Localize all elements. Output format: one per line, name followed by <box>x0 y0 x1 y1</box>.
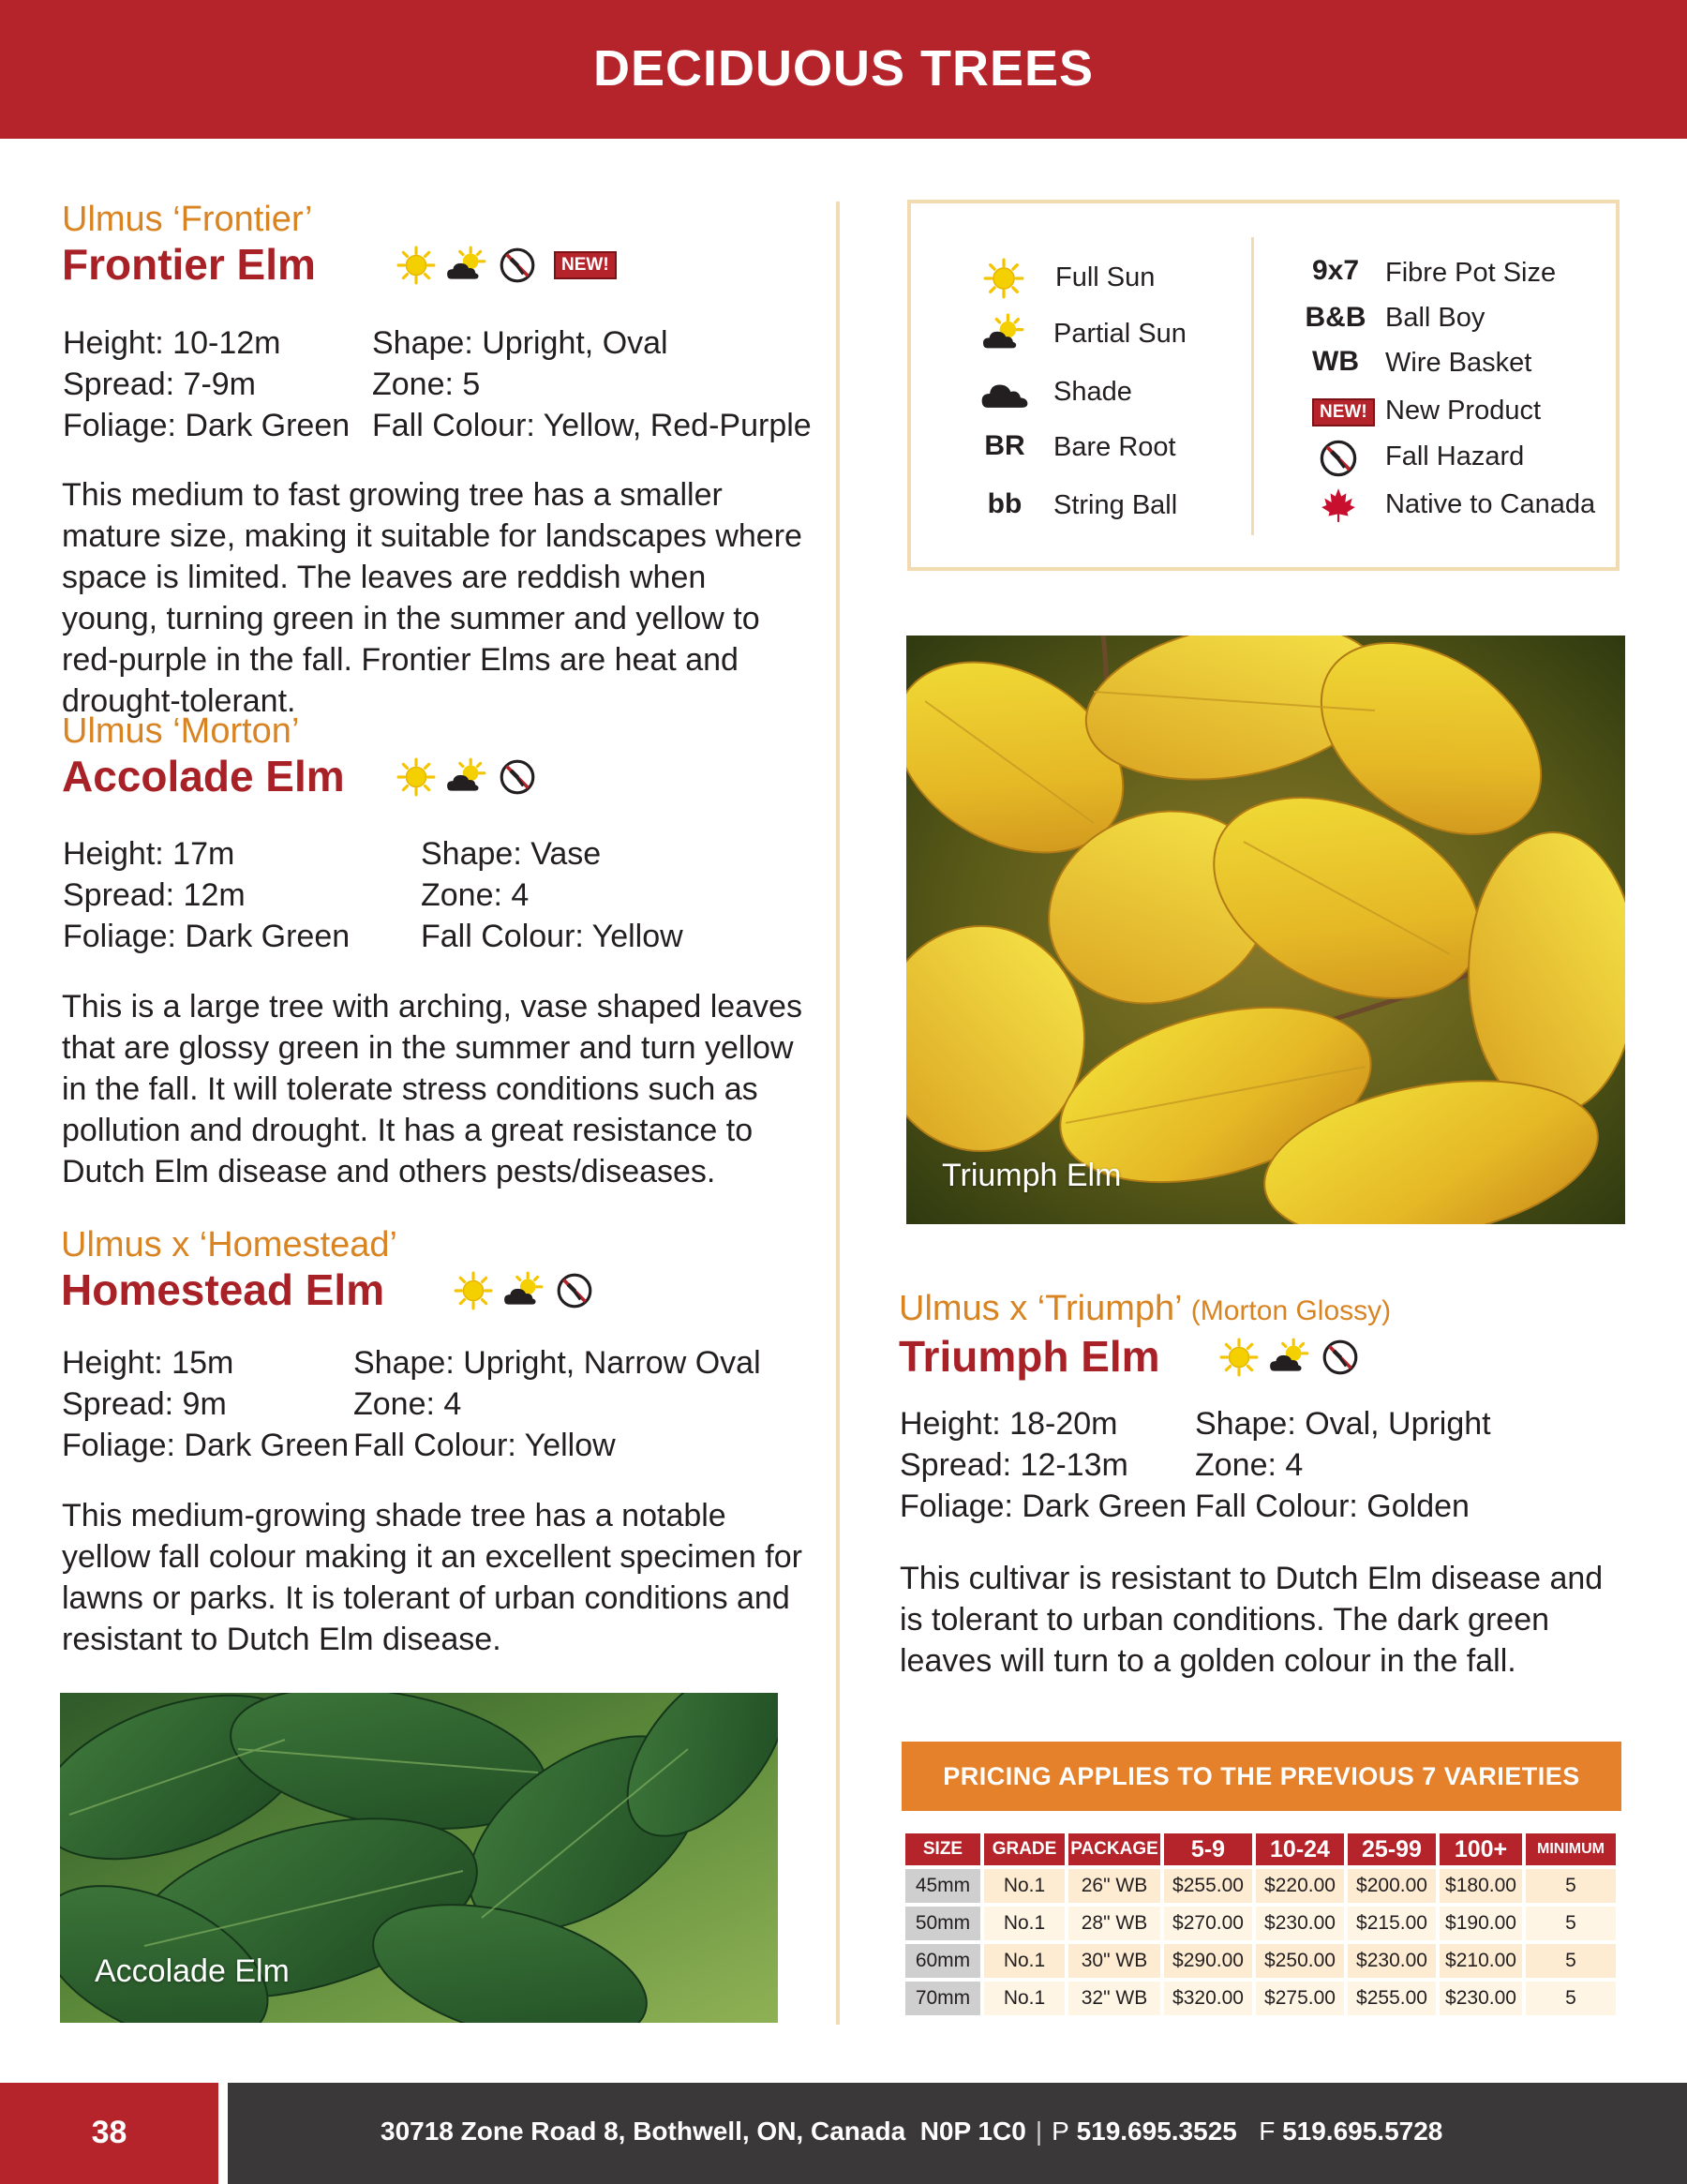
col-header-minimum: MINIMUM <box>1526 1833 1616 1865</box>
icon-row <box>454 1271 594 1310</box>
specs-right <box>353 1342 761 1466</box>
specs-right <box>421 833 683 957</box>
partial-sun-icon <box>445 757 488 797</box>
fall-hazard-icon <box>1321 1338 1360 1377</box>
specs-left <box>62 1342 349 1466</box>
spread-spec: Spread: 12m <box>63 877 246 913</box>
price-cell: $230.00 <box>1440 1982 1522 2015</box>
spread-spec: Spread: 9m <box>62 1386 227 1422</box>
pricing-row <box>905 1982 1616 2015</box>
tree-description: This cultivar is resistant to Dutch Elm disease and is tolerant to urban conditions. The dark green leaves will turn to a golden colour in the fall. <box>900 1561 1604 1679</box>
price-cell: $190.00 <box>1440 1907 1522 1940</box>
pricing-banner: PRICING APPLIES TO THE PREVIOUS 7 VARIETIES <box>902 1742 1621 1811</box>
grade-cell: No.1 <box>984 1982 1065 2015</box>
triumph-elm-photo <box>906 636 1625 1224</box>
fall-colour-spec: Fall Colour: Yellow <box>353 1428 616 1463</box>
minimum-cell: 5 <box>1526 1982 1616 2015</box>
tree-entry-accolade <box>62 711 793 802</box>
grade-cell: No.1 <box>984 1907 1065 1940</box>
column-divider <box>836 202 840 2025</box>
fall-hazard-icon <box>498 757 537 797</box>
fax-number: 519.695.5728 <box>1282 2117 1443 2146</box>
accolade-elm-photo <box>60 1693 778 2023</box>
new-badge: NEW! <box>554 251 617 279</box>
full-sun-icon <box>983 258 1024 299</box>
new-badge: NEW! <box>1312 398 1375 426</box>
legend-label: Fall Hazard <box>1385 441 1525 471</box>
pricing-header-row <box>905 1833 1616 1865</box>
price-cell: $180.00 <box>1440 1869 1522 1903</box>
specs-right <box>372 322 812 446</box>
minimum-cell: 5 <box>1526 1907 1616 1940</box>
legend-code: B&B <box>1305 302 1366 333</box>
page-number: 38 <box>91 2115 127 2150</box>
col-header-qty-100-plus: 100+ <box>1440 1833 1522 1865</box>
fall-hazard-icon <box>498 246 537 285</box>
price-cell: $210.00 <box>1440 1944 1522 1978</box>
fax-label: F <box>1259 2117 1276 2146</box>
grade-cell: No.1 <box>984 1869 1065 1903</box>
fall-hazard-icon <box>555 1271 594 1310</box>
shape-spec: Shape: Vase <box>421 836 602 872</box>
shape-spec: Shape: Upright, Oval <box>372 325 668 361</box>
specs-left <box>900 1403 1187 1527</box>
foliage-spec: Foliage: Dark Green <box>63 408 351 443</box>
height-spec: Height: 17m <box>63 836 235 872</box>
shade-icon <box>980 376 1029 410</box>
price-cell: $255.00 <box>1348 1982 1436 2015</box>
pricing-row <box>905 1944 1616 1978</box>
common-name: Homestead Elm <box>61 1265 385 1314</box>
price-cell: $220.00 <box>1256 1869 1344 1903</box>
pricing-row <box>905 1907 1616 1940</box>
icon-row <box>396 757 537 797</box>
price-cell: $230.00 <box>1256 1907 1344 1940</box>
page-title: DECIDUOUS TREES <box>592 40 1095 97</box>
legend-label: Wire Basket <box>1385 348 1532 378</box>
size-cell: 45mm <box>905 1869 980 1903</box>
pricing-table <box>902 1830 1620 2019</box>
footer-separator: | <box>1035 2117 1043 2146</box>
latin-name: Ulmus ‘Frontier’ <box>62 200 313 239</box>
price-cell: $290.00 <box>1164 1944 1252 1978</box>
specs-right <box>1195 1403 1491 1527</box>
size-cell: 50mm <box>905 1907 980 1940</box>
size-cell: 70mm <box>905 1982 980 2015</box>
yellow-leaves-image <box>906 636 1625 1224</box>
tree-description: This is a large tree with arching, vase shaped leaves that are glossy green in the summer and turn yellow in the fall. It will tolerate stress conditions such as pollution and drought. It has a great resistance to Dutch Elm disease and others pests/diseases. <box>62 989 802 1189</box>
latin-note: (Morton Glossy) <box>1190 1295 1392 1326</box>
col-header-grade: GRADE <box>984 1833 1065 1865</box>
common-name: Accolade Elm <box>62 752 345 800</box>
specs-left <box>63 322 350 446</box>
footer-page-box <box>0 2083 218 2184</box>
col-header-qty-5-9: 5-9 <box>1164 1833 1252 1865</box>
spread-spec: Spread: 12-13m <box>900 1447 1128 1483</box>
specs-left <box>63 833 350 957</box>
package-cell: 30" WB <box>1068 1944 1160 1978</box>
full-sun-icon <box>454 1271 493 1310</box>
legend-code: WB <box>1312 346 1359 377</box>
legend-label: String Ball <box>1053 490 1178 520</box>
foliage-spec: Foliage: Dark Green <box>63 919 351 954</box>
legend-label: New Product <box>1385 396 1542 426</box>
price-cell: $270.00 <box>1164 1907 1252 1940</box>
price-cell: $230.00 <box>1348 1944 1436 1978</box>
legend-label: Shade <box>1053 377 1132 407</box>
fall-colour-spec: Fall Colour: Golden <box>1195 1488 1470 1524</box>
photo-caption: Accolade Elm <box>95 1953 290 1989</box>
tree-entry-homestead <box>61 1224 792 1316</box>
common-name: Triumph Elm <box>899 1332 1160 1381</box>
phone-label: P <box>1052 2117 1069 2146</box>
grade-cell: No.1 <box>984 1944 1065 1978</box>
partial-sun-icon <box>980 313 1027 354</box>
legend-label: Native to Canada <box>1385 489 1596 519</box>
partial-sun-icon <box>1268 1338 1311 1377</box>
icon-row <box>396 246 617 285</box>
legend-code: 9x7 <box>1311 255 1360 286</box>
footer-address: 30718 Zone Road 8, Bothwell, ON, Canada N0P 1C0 <box>381 2117 1026 2146</box>
spread-spec: Spread: 7-9m <box>63 366 256 402</box>
price-cell: $275.00 <box>1256 1982 1344 2015</box>
phone-number: 519.695.3525 <box>1076 2117 1237 2146</box>
foliage-spec: Foliage: Dark Green <box>62 1428 350 1463</box>
pricing-row <box>905 1869 1616 1903</box>
full-sun-icon <box>1219 1338 1259 1377</box>
latin-name <box>899 1288 1630 1332</box>
height-spec: Height: 10-12m <box>63 325 281 361</box>
partial-sun-icon <box>445 246 488 285</box>
package-cell: 32" WB <box>1068 1982 1160 2015</box>
legend-label: Fibre Pot Size <box>1385 258 1557 288</box>
zone-spec: Zone: 5 <box>372 366 481 402</box>
legend-divider <box>1251 237 1254 535</box>
latin-name: Ulmus ‘Morton’ <box>62 711 300 751</box>
full-sun-icon <box>396 246 436 285</box>
legend-label: Ball Boy <box>1385 303 1485 333</box>
latin-name-text: Ulmus x ‘Triumph’ <box>899 1289 1182 1328</box>
col-header-size: SIZE <box>905 1833 980 1865</box>
package-cell: 26" WB <box>1068 1869 1160 1903</box>
latin-name: Ulmus x ‘Homestead’ <box>61 1225 397 1264</box>
fall-colour-spec: Fall Colour: Yellow, Red-Purple <box>372 408 812 443</box>
shape-spec: Shape: Oval, Upright <box>1195 1406 1491 1442</box>
common-name: Frontier Elm <box>62 240 316 289</box>
footer-bar <box>228 2083 1687 2184</box>
page-header <box>0 0 1687 139</box>
height-spec: Height: 18-20m <box>900 1406 1118 1442</box>
legend-label: Bare Root <box>1053 432 1176 462</box>
price-cell: $320.00 <box>1164 1982 1252 2015</box>
price-cell: $200.00 <box>1348 1869 1436 1903</box>
zone-spec: Zone: 4 <box>353 1386 462 1422</box>
partial-sun-icon <box>502 1271 545 1310</box>
size-cell: 60mm <box>905 1944 980 1978</box>
legend-code: bb <box>987 488 1023 519</box>
fall-colour-spec: Fall Colour: Yellow <box>421 919 683 954</box>
legend-code: BR <box>984 430 1025 461</box>
tree-description: This medium-growing shade tree has a notable yellow fall colour making it an excellent specimen for lawns or parks. It is tolerant of urban conditions and resistant to Dutch Elm disease. <box>62 1498 802 1657</box>
height-spec: Height: 15m <box>62 1345 234 1381</box>
tree-description: This medium to fast growing tree has a smaller mature size, making it suitable for landscapes where space is limited. The leaves are reddish when young, turning green in the summer and yellow to red-purple in the fall. Frontier Elms are heat and drought-tolerant. <box>62 477 802 719</box>
shape-spec: Shape: Upright, Narrow Oval <box>353 1345 761 1381</box>
photo-caption: Triumph Elm <box>942 1158 1122 1193</box>
minimum-cell: 5 <box>1526 1869 1616 1903</box>
col-header-package: PACKAGE <box>1068 1833 1160 1865</box>
tree-entry-frontier <box>62 199 793 291</box>
zone-spec: Zone: 4 <box>1195 1447 1304 1483</box>
tree-entry-triumph <box>899 1288 1630 1383</box>
foliage-spec: Foliage: Dark Green <box>900 1488 1187 1524</box>
full-sun-icon <box>396 757 436 797</box>
col-header-qty-10-24: 10-24 <box>1256 1833 1344 1865</box>
price-cell: $215.00 <box>1348 1907 1436 1940</box>
package-cell: 28" WB <box>1068 1907 1160 1940</box>
zone-spec: Zone: 4 <box>421 877 530 913</box>
fall-hazard-icon <box>1318 438 1359 479</box>
col-header-qty-25-99: 25-99 <box>1348 1833 1436 1865</box>
minimum-cell: 5 <box>1526 1944 1616 1978</box>
price-cell: $255.00 <box>1164 1869 1252 1903</box>
legend-label: Full Sun <box>1055 262 1156 292</box>
footer-contact <box>381 2117 1442 2147</box>
legend-label: Partial Sun <box>1053 319 1187 349</box>
price-cell: $250.00 <box>1256 1944 1344 1978</box>
maple-leaf-icon <box>1319 486 1358 525</box>
icon-row <box>1219 1338 1360 1377</box>
